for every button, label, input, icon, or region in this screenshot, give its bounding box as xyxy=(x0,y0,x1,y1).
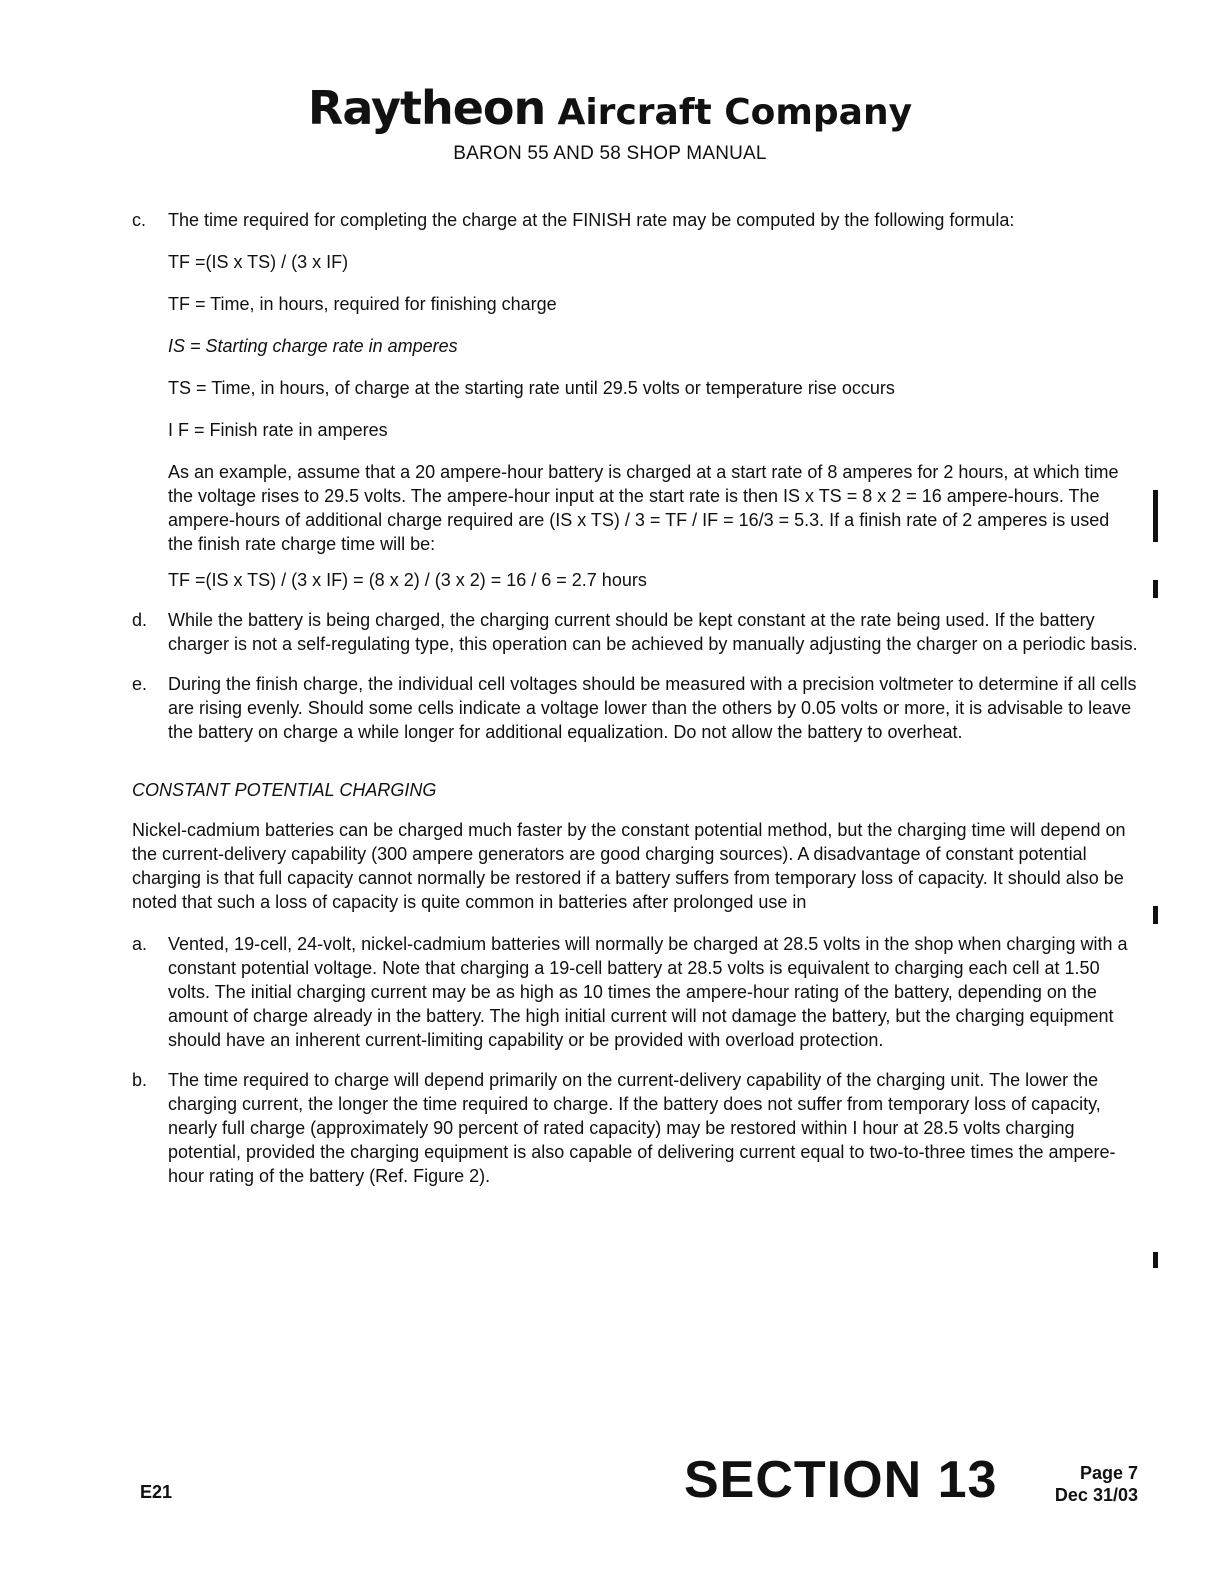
revision-bar xyxy=(1153,580,1158,598)
revision-bar xyxy=(1153,1252,1158,1268)
section-intro: Nickel-cadmium batteries can be charged much faster by the constant potential method, but the charging time will depend on the current-delivery capability (300 ampere generators are good charging sources). A disadvantage of constant potential charging is that full capacity cannot normally be restored if a battery suffers from temporary loss of capacity. It should also be noted that such a loss of capacity is quite common in batteries after prolonged use in xyxy=(132,820,1126,912)
item-marker: b. xyxy=(132,1070,148,1090)
definition-if: I F = Finish rate in amperes xyxy=(168,420,388,440)
worked-example: As an example, assume that a 20 ampere-hour battery is charged at a start rate of 8 amperes for 2 hours, at which time the voltage rises to 29.5 volts. The ampere-hour input at the start rate is then IS x TS = 8 x 2 = 16 ampere-hours. The ampere-hours of additional charge required are (IS x TS) / 3 = TF / IF = 16/3 = 5.3. If a finish rate of 2 amperes is used the finish rate charge time will be: xyxy=(168,462,1119,554)
formula: TF =(IS x TS) / (3 x IF) xyxy=(168,252,349,272)
footer-code: E21 xyxy=(140,1482,173,1502)
item-marker: e. xyxy=(132,674,148,694)
item-text: Vented, 19-cell, 24-volt, nickel-cadmium batteries will normally be charged at 28.5 volts in the shop when charging with a constant potential voltage. Note that charging a 19-cell battery at 28.5 volts is equivalent to charging each cell at 1.50 volts. The initial charging current may be as high as 10 times the ampere-hour rating of the battery, depending on the amount of charge already in the battery. The high initial current will not damage the battery, but the charging equipment should have an inherent current-limiting capability or be provided with overload protection. xyxy=(168,934,1128,1050)
company-logo: Raytheon xyxy=(307,81,546,135)
list-item-d xyxy=(132,608,1138,656)
definition-tf: TF = Time, in hours, required for finishing charge xyxy=(168,294,557,314)
revision-bar xyxy=(1153,906,1158,924)
footer-page-info xyxy=(1055,1462,1138,1506)
item-marker: a. xyxy=(132,934,148,954)
definition-ts: TS = Time, in hours, of charge at the starting rate until 29.5 volts or temperature rise occurs xyxy=(168,378,895,398)
footer-section-title: SECTION 13 xyxy=(684,1451,998,1509)
list-item-b xyxy=(132,1068,1138,1188)
revision-bar xyxy=(1153,490,1158,542)
item-text: During the finish charge, the individual cell voltages should be measured with a precision voltmeter to determine if all cells are rising evenly. Should some cells indicate a voltage lower than the others by 0.05 volts or more, it is advisable to leave the battery on charge a while longer for additional equalization. Do not allow the battery to overheat. xyxy=(168,674,1137,742)
page-body xyxy=(132,208,1138,1204)
list-item-e xyxy=(132,672,1138,744)
manual-title: BARON 55 AND 58 SHOP MANUAL xyxy=(453,143,767,164)
company-name: Aircraft Company xyxy=(557,92,913,133)
footer-date: Dec 31/03 xyxy=(1054,1485,1138,1505)
list-item-c xyxy=(132,208,1138,592)
item-text: The time required to charge will depend primarily on the current-delivery capability of the charging unit. The lower the charging current, the longer the time required to charge. If the battery does not suffer from temporary loss of capacity, nearly full charge (approximately 90 percent of rated capacity) may be restored within I hour at 28.5 volts charging potential, provided the charging equipment is also capable of delivering current equal to two-to-three times the ampere-hour rating of the battery (Ref. Figure 2). xyxy=(168,1070,1116,1186)
list-item-a xyxy=(132,932,1138,1052)
example-result: TF =(IS x TS) / (3 x IF) = (8 x 2) / (3 x 2) = 16 / 6 = 2.7 hours xyxy=(168,570,647,590)
item-marker: c. xyxy=(132,210,147,230)
section-heading: CONSTANT POTENTIAL CHARGING xyxy=(132,780,437,800)
company-brand xyxy=(0,81,1220,137)
formula-intro: The time required for completing the charge at the FINISH rate may be computed by the following formula: xyxy=(168,210,1015,230)
item-marker: d. xyxy=(132,610,148,630)
item-text: While the battery is being charged, the charging current should be kept constant at the rate being used. If the battery charger is not a self-regulating type, this operation can be achieved by manually adjusting the charger on a periodic basis. xyxy=(168,610,1138,654)
definition-is: IS = Starting charge rate in amperes xyxy=(168,336,458,356)
footer-page-number: Page 7 xyxy=(1079,1463,1138,1483)
page-header xyxy=(0,81,1220,165)
